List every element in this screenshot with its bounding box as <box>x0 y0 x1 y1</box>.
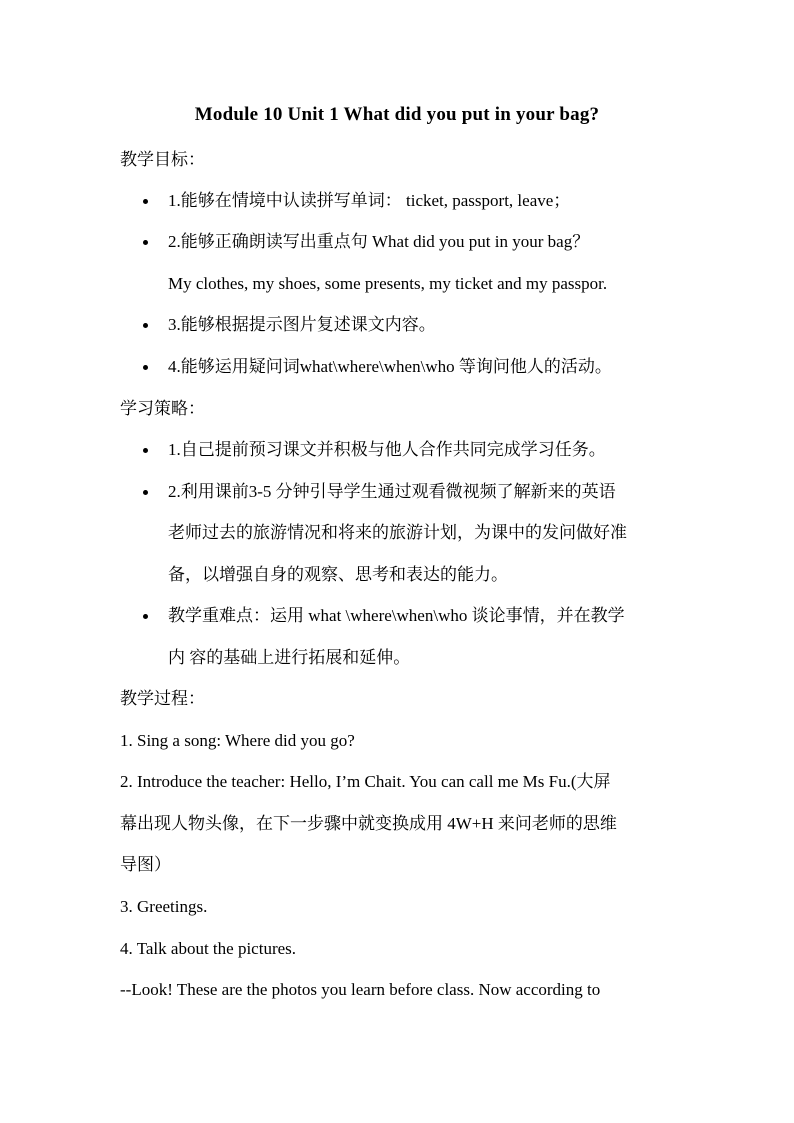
process-line-5: 3. Greetings. <box>120 897 208 916</box>
objective-item-3: 3.能够根据提示图片复述课文内容。 <box>168 315 436 334</box>
bullet-icon <box>143 323 148 328</box>
page-title: Module 10 Unit 1 What did you put in your bag? <box>194 104 600 125</box>
bullet-icon <box>143 240 148 245</box>
process-line-1: 1. Sing a song: Where did you go? <box>120 731 355 750</box>
objective-item-2: 2.能够正确朗读写出重点句 What did you put in your bag？ <box>168 232 590 251</box>
process-line-7: --Look! These are the photos you learn before class. Now according to <box>120 980 601 999</box>
objective-item-1: 1.能够在情境中认读拼写单词： ticket, passport, leave； <box>168 191 571 210</box>
bullet-icon <box>143 365 148 370</box>
bullet-icon <box>143 614 148 619</box>
strategy-item-2-continued: 老师过去的旅游情况和将来的旅游计划，为课中的发问做好准 <box>168 523 627 542</box>
section-heading-objectives: 教学目标： <box>120 150 205 169</box>
strategy-item-2-continued-2: 备，以增强自身的观察、思考和表达的能力。 <box>168 565 508 584</box>
bullet-icon <box>143 199 148 204</box>
strategy-item-3-continued: 内 容的基础上进行拓展和延伸。 <box>168 648 411 667</box>
process-line-4: 导图） <box>120 855 171 874</box>
bullet-icon <box>143 490 148 495</box>
section-heading-process: 教学过程： <box>120 689 205 708</box>
objective-item-4: 4.能够运用疑问词what\where\when\who 等询问他人的活动。 <box>168 357 612 376</box>
process-line-2: 2. Introduce the teacher: Hello, I’m Chait. You can call me Ms Fu.(大屏 <box>120 772 611 791</box>
section-heading-strategies: 学习策略： <box>120 399 205 418</box>
strategy-item-2: 2.利用课前3-5 分钟引导学生通过观看微视频了解新来的英语 <box>168 482 616 501</box>
strategy-item-1: 1.自己提前预习课文并积极与他人合作共同完成学习任务。 <box>168 440 606 459</box>
process-line-6: 4. Talk about the pictures. <box>120 939 297 958</box>
process-line-3: 幕出现人物头像，在下一步骤中就变换成用 4W+H 来问老师的思维 <box>120 814 617 833</box>
bullet-icon <box>143 448 148 453</box>
strategy-item-3: 教学重难点：运用 what \where\when\who 谈论事情，并在教学 <box>168 606 625 625</box>
objective-item-2-continued: My clothes, my shoes, some presents, my ticket and my passpor. <box>168 274 608 293</box>
